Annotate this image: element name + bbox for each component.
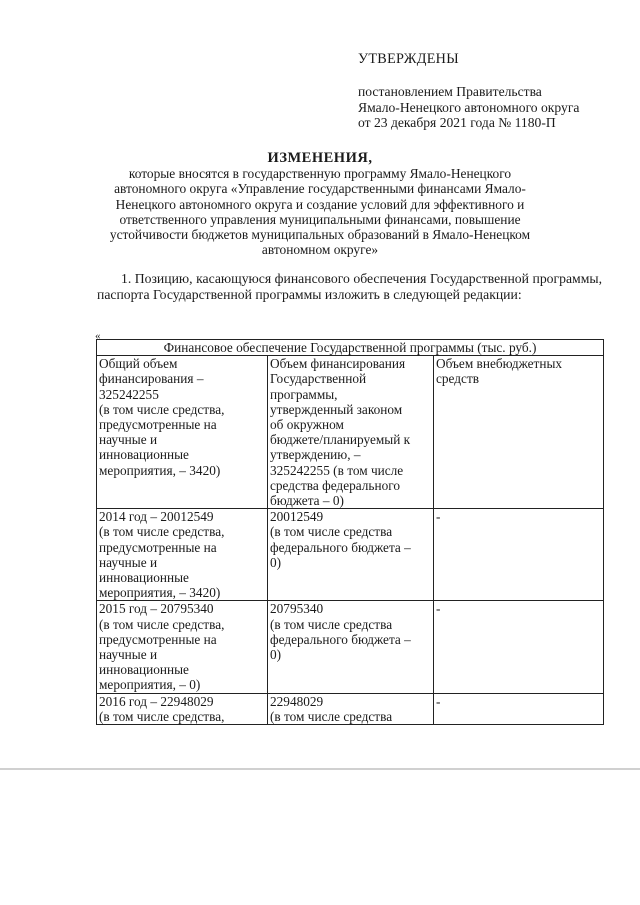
approval-line: Ямало-Ненецкого автономного округа (358, 99, 580, 115)
document-subtitle (100, 166, 540, 258)
table-cell: - (434, 509, 604, 601)
subtitle-line: устойчивости бюджетов муниципальных образований в Ямало-Ненецком (109, 227, 531, 243)
table-row (97, 693, 604, 724)
approved-label: УТВЕРЖДЕНЫ (358, 51, 459, 67)
table-header: Финансовое обеспечение Государственной программы (тыс. руб.) (97, 340, 604, 356)
document-title: ИЗМЕНЕНИЯ, (267, 150, 373, 166)
table-cell: - (434, 601, 604, 693)
table-header-row (97, 340, 604, 356)
table-cell: Объем финансирования Государственной программы, утвержденный законом об окружном бюджете/планируемый к утверждению, – 325242255 (в том числе средства федерального бюджета – 0) (268, 356, 434, 509)
financing-table (96, 339, 604, 725)
table-row (97, 509, 604, 601)
table-cell: Общий объем финансирования – 325242255 (в том числе средства, предусмотренные на научные и инновационные мероприятия, – 3420) (97, 356, 268, 509)
table-cell: 2016 год – 22948029 (в том числе средства, (97, 693, 268, 724)
approval-line: постановлением Правительства (358, 84, 542, 99)
table-row (97, 601, 604, 693)
subtitle-line: автономного округа «Управление государственными финансами Ямало- (114, 181, 526, 197)
table-cell: 20795340 (в том числе средства федерального бюджета – 0) (268, 601, 434, 693)
approval-reference (358, 84, 579, 131)
approval-line: от 23 декабря 2021 года № 1180-П (358, 115, 556, 130)
table-cell: Объем внебюджетных средств (434, 356, 604, 509)
page-edge (0, 768, 640, 770)
subtitle-line: которые вносятся в государственную программу Ямало-Ненецкого (128, 166, 512, 181)
table-cell: 2015 год – 20795340 (в том числе средства, предусмотренные на научные и инновационные мероприятия, – 0) (97, 601, 268, 693)
table-cell: 2014 год – 20012549 (в том числе средства, предусмотренные на научные и инновационные мероприятия, – 3420) (97, 509, 268, 601)
subtitle-line: автономном округе» (261, 242, 379, 258)
table-row (97, 356, 604, 509)
table-cell: 22948029 (в том числе средства (268, 693, 434, 724)
opening-quote-mark: « (95, 330, 101, 342)
subtitle-line: ответственного управления муниципальными финансами, повышение (119, 211, 521, 227)
table-cell: - (434, 693, 604, 724)
subtitle-line: Ненецкого автономного округа и создание условий для эффективного и (115, 196, 525, 212)
body-paragraph: 1. Позицию, касающуюся финансового обеспечения Государственной программы, паспорта Государственной программы изложить в следующей редакции: (97, 271, 602, 303)
table-cell: 20012549 (в том числе средства федерального бюджета – 0) (268, 509, 434, 601)
